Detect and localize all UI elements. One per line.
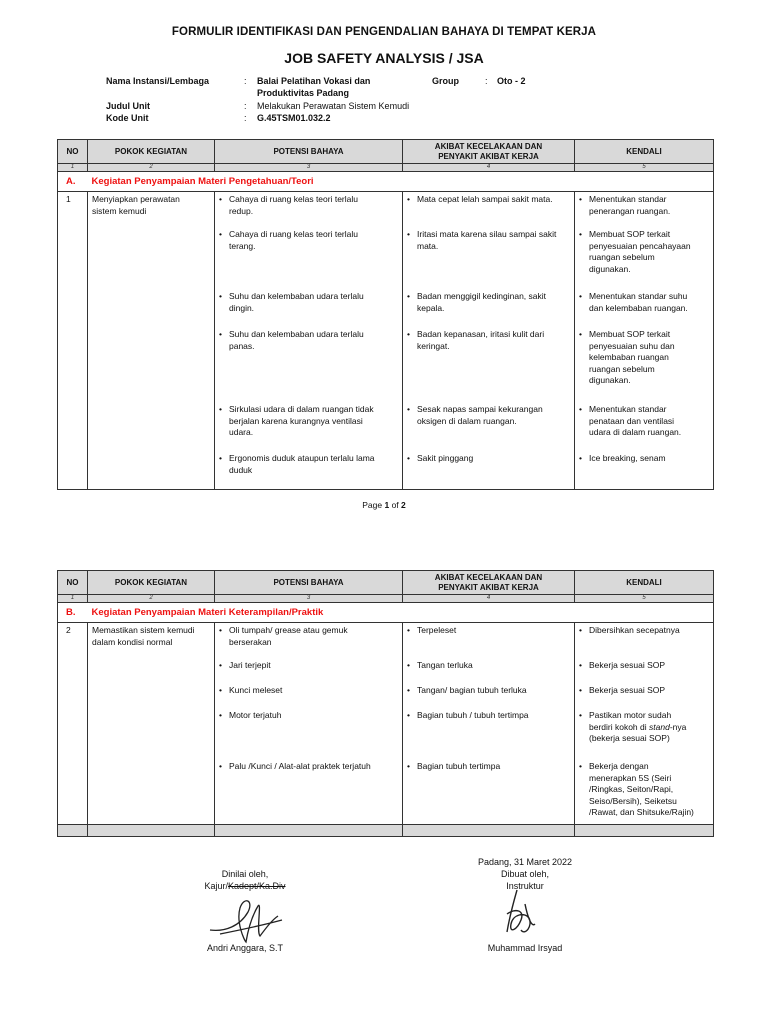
bullet-icon: •: [407, 329, 410, 339]
control-item-line: dan kelembaban ruangan.: [589, 302, 688, 313]
control-item-line: /Rawat, dan Shitsuke/Rajin): [589, 807, 694, 817]
instansi-label: Nama Instansi/Lembaga: [106, 76, 210, 86]
control-item-line: berdiri kokoh di stand-nya: [589, 721, 687, 732]
consequence-item-line: oksigen di dalam ruangan.: [417, 415, 517, 426]
bullet-icon: •: [407, 404, 410, 414]
group-colon: :: [485, 76, 488, 86]
consequence-item-line: Bagian tubuh / tubuh tertimpa: [417, 710, 529, 720]
hazard-item: [219, 404, 399, 439]
hazard-item-line: Cahaya di ruang kelas teori terlalu: [229, 194, 358, 204]
index-cell: 3: [215, 164, 403, 172]
hazard-item-line: Ergonomis duduk ataupun terlalu lama: [229, 453, 375, 463]
hazard-item-line: berjalan karena kurangnya ventilasi: [229, 415, 363, 426]
index-row: [58, 164, 714, 172]
control-item: [579, 453, 710, 465]
header-akibat: [403, 571, 575, 595]
hazard-item-line: duduk: [229, 464, 253, 475]
consequence-item: [407, 453, 571, 465]
hazard-item-text: [219, 660, 399, 672]
judul-label: Judul Unit: [106, 101, 150, 111]
consequence-item-line: keringat.: [417, 340, 450, 351]
control-item-line: Bekerja sesuai SOP: [589, 660, 666, 670]
footer-cell: [403, 825, 575, 837]
consequence-item-line: kepala.: [417, 302, 445, 313]
header-kendali: KENDALI: [575, 571, 714, 595]
assessed-by-label: Dinilai oleh,: [221, 869, 269, 879]
hazard-item: [219, 710, 399, 722]
consequence-item-line: Tangan/ bagian tubuh terluka: [417, 685, 527, 695]
group-label: Group: [432, 76, 459, 86]
section-a-title-cell: [88, 172, 714, 192]
pokok-line: sistem kemudi: [92, 205, 147, 216]
header-akibat-line2: PENYAKIT AKIBAT KERJA: [438, 582, 539, 592]
bullet-icon: •: [407, 685, 410, 695]
index-cell: 5: [575, 595, 714, 603]
header-akibat: [403, 140, 575, 164]
control-item-text: [579, 685, 710, 697]
hazard-item-line: panas.: [229, 340, 255, 351]
pokok-line: Menyiapkan perawatan: [92, 194, 180, 204]
hazard-item-line: Jari terjepit: [229, 660, 271, 670]
consequence-item-text: [407, 194, 571, 206]
bullet-icon: •: [407, 291, 410, 301]
consequence-item: [407, 761, 571, 773]
control-item-line: digunakan.: [589, 375, 631, 385]
hazard-item-text: [219, 453, 399, 476]
page-mid: of: [389, 500, 402, 510]
bullet-icon: •: [407, 194, 410, 204]
judul-value: Melakukan Perawatan Sistem Kemudi: [257, 101, 410, 111]
form-subtitle: JOB SAFETY ANALYSIS / JSA: [284, 50, 484, 66]
control-item-line: Menentukan standar: [589, 194, 667, 204]
header-no: NO: [58, 140, 88, 164]
consequence-item-line: Sesak napas sampai kekurangan: [417, 404, 543, 414]
consequence-item: [407, 625, 571, 637]
bullet-icon: •: [407, 453, 410, 463]
control-item: [579, 660, 710, 672]
control-item-line: kelembaban ruangan: [589, 352, 669, 362]
control-item-line: ruangan sebelum: [589, 363, 655, 374]
control-item-line: penyesuaian pencahayaan: [589, 240, 691, 251]
bullet-icon: •: [219, 229, 222, 239]
bullet-icon: •: [219, 329, 222, 339]
consequence-item-line: Tangan terluka: [417, 660, 473, 670]
index-cell: 1: [58, 595, 88, 603]
bullet-icon: •: [219, 453, 222, 463]
assessor-name: Andri Anggara, S.T: [206, 943, 284, 953]
control-item-line: /Ringkas, Seiton/Rapi,: [589, 784, 674, 794]
control-item-text: [579, 660, 710, 672]
header-akibat-line2: PENYAKIT AKIBAT KERJA: [438, 151, 539, 161]
consequence-item: [407, 685, 571, 697]
hazard-item-line: Kunci meleset: [229, 685, 283, 695]
hazard-item: [219, 229, 399, 252]
control-item-line: udara di dalam ruangan.: [589, 427, 682, 437]
index-cell: 4: [403, 595, 575, 603]
instructor-signature-image: [495, 884, 545, 944]
consequence-item: [407, 660, 571, 672]
page-total: 2: [401, 500, 406, 510]
control-item-line: penerangan ruangan.: [589, 205, 671, 216]
control-item-text: [579, 453, 710, 465]
page-current: 1: [384, 500, 390, 510]
page-number: [0, 500, 768, 510]
hazard-item-line: redup.: [229, 205, 254, 216]
control-item: [579, 710, 710, 745]
control-item-text: [579, 761, 710, 819]
instansi-value-1: Balai Pelatihan Vokasi dan: [257, 76, 371, 86]
control-item-line: digunakan.: [589, 263, 631, 274]
control-item: [579, 761, 710, 819]
row-no-cell: [58, 623, 88, 825]
control-item: [579, 625, 710, 637]
consequence-item-text: [407, 229, 571, 252]
index-cell: 2: [88, 595, 215, 603]
consequence-item: [407, 710, 571, 722]
table-row: [58, 192, 714, 490]
section-b-title: Kegiatan Penyampaian Materi Keterampilan/Praktik: [91, 607, 324, 618]
control-item-line: Seiso/Bersih), Seiketsu: [589, 795, 677, 806]
row-no-cell: [58, 192, 88, 490]
hazard-item-line: Suhu dan kelembaban udara terlalu: [229, 291, 364, 301]
consequence-item-line: Iritasi mata karena silau sampai sakit: [417, 229, 557, 239]
bullet-icon: •: [579, 761, 582, 771]
hazard-item: [219, 194, 399, 217]
control-item-line: Membuat SOP terkait: [589, 229, 671, 239]
bullet-icon: •: [579, 710, 582, 720]
consequence-item: [407, 404, 571, 427]
instructor-role: Instruktur: [506, 881, 544, 891]
hazard-item-line: Oli tumpah/ grease atau gemuk: [229, 625, 348, 635]
header-potensi: POTENSI BAHAYA: [215, 571, 403, 595]
consequence-item-line: Badan menggigil kedinginan, sakit: [417, 291, 547, 301]
hazard-item: [219, 761, 399, 773]
footer-cell: [575, 825, 714, 837]
hazard-item-text: [219, 685, 399, 697]
signature-date: Padang, 31 Maret 2022: [477, 857, 573, 867]
control-item-line: ruangan sebelum: [589, 252, 655, 262]
akibat-cell: [403, 192, 575, 490]
control-item-line: Pastikan motor sudah: [589, 710, 672, 720]
bullet-icon: •: [579, 404, 582, 414]
bullet-icon: •: [579, 453, 582, 463]
row-no: 2: [66, 625, 71, 635]
assessor-signature-image: [200, 890, 290, 950]
consequence-item-line: mata.: [417, 240, 439, 251]
control-item-text: [579, 194, 710, 217]
made-by-label: Dibuat oleh,: [500, 869, 550, 879]
section-a-title: Kegiatan Penyampaian Materi Pengetahuan/Teori: [91, 176, 314, 187]
header-pokok: POKOK KEGIATAN: [88, 140, 215, 164]
kendali-cell: [575, 623, 714, 825]
consequence-item-text: [407, 404, 571, 427]
pokok-line: dalam kondisi normal: [92, 636, 173, 647]
consequence-item-line: Badan kepanasan, iritasi kulit dari: [417, 329, 545, 339]
control-item-line: Ice breaking, senam: [589, 453, 666, 463]
control-item-line: menerapkan 5S (Seiri: [589, 772, 672, 783]
table-row: [58, 623, 714, 825]
consequence-item-line: Sakit pinggang: [417, 453, 474, 463]
hazard-item-text: [219, 329, 399, 352]
hazard-item-line: udara.: [229, 427, 254, 437]
page-prefix: Page: [362, 500, 385, 510]
hazard-item-text: [219, 229, 399, 252]
bullet-icon: •: [219, 194, 222, 204]
hazard-item-line: dingin.: [229, 302, 255, 313]
hazard-item-line: Cahaya di ruang kelas teori terlalu: [229, 229, 358, 239]
header-pokok: POKOK KEGIATAN: [88, 571, 215, 595]
section-b-title-cell: [88, 603, 714, 623]
consequence-item-line: Terpeleset: [417, 625, 457, 635]
control-item-text: [579, 404, 710, 439]
control-item-text: [579, 291, 710, 314]
instructor-name: Muhammad Irsyad: [487, 943, 563, 953]
section-b-letter: B.: [66, 607, 76, 618]
bullet-icon: •: [579, 625, 582, 635]
table-header-row: [58, 571, 714, 595]
potensi-cell: [215, 192, 403, 490]
control-item-text: [579, 710, 710, 745]
hazard-item-line: Suhu dan kelembaban udara terlalu: [229, 329, 364, 339]
control-item-text: [579, 625, 710, 637]
header-no: NO: [58, 571, 88, 595]
control-item-line: Membuat SOP terkait: [589, 329, 671, 339]
section-b-letter-cell: [58, 603, 88, 623]
hazard-item-line: Motor terjatuh: [229, 710, 282, 720]
consequence-item: [407, 291, 571, 314]
pokok-cell: [88, 192, 215, 490]
akibat-cell: [403, 623, 575, 825]
form-title: FORMULIR IDENTIFIKASI DAN PENGENDALIAN BAHAYA DI TEMPAT KERJA: [171, 26, 597, 38]
control-item-line: Bekerja dengan: [589, 761, 649, 771]
control-item-line: Bekerja sesuai SOP: [589, 685, 666, 695]
jsa-table-section-b: [57, 570, 714, 837]
judul-colon: :: [244, 101, 247, 111]
kode-label: Kode Unit: [106, 113, 149, 123]
consequence-item: [407, 194, 571, 206]
control-item: [579, 291, 710, 314]
bullet-icon: •: [407, 660, 410, 670]
index-cell: 3: [215, 595, 403, 603]
index-cell: 5: [575, 164, 714, 172]
hazard-item: [219, 685, 399, 697]
kode-colon: :: [244, 113, 247, 123]
potensi-cell: [215, 623, 403, 825]
control-item: [579, 329, 710, 387]
consequence-item-text: [407, 329, 571, 352]
assessor-role-struck: Kadept/Ka.Div: [227, 881, 286, 891]
bullet-icon: •: [579, 329, 582, 339]
bullet-icon: •: [579, 685, 582, 695]
bullet-icon: •: [219, 660, 222, 670]
section-b-row: [58, 603, 714, 623]
hazard-item: [219, 660, 399, 672]
bullet-icon: •: [407, 761, 410, 771]
consequence-item-line: Mata cepat lelah sampai sakit mata.: [417, 194, 553, 204]
bullet-icon: •: [219, 291, 222, 301]
hazard-item-line: terang.: [229, 240, 256, 251]
bullet-icon: •: [579, 660, 582, 670]
hazard-item: [219, 453, 399, 476]
header-akibat-line1: AKIBAT KECELAKAAN DAN: [434, 141, 543, 151]
header-potensi: POTENSI BAHAYA: [215, 140, 403, 164]
control-item: [579, 404, 710, 439]
kode-value: G.45TSM01.032.2: [257, 113, 331, 123]
header-kendali: KENDALI: [575, 140, 714, 164]
row-no: 1: [66, 194, 71, 204]
hazard-item: [219, 625, 399, 648]
hazard-item-text: [219, 404, 399, 439]
index-cell: 2: [88, 164, 215, 172]
bullet-icon: •: [407, 229, 410, 239]
control-item: [579, 229, 710, 275]
table-header-row: [58, 140, 714, 164]
control-item-line: Menentukan standar suhu: [589, 291, 688, 301]
bullet-icon: •: [219, 710, 222, 720]
section-a-letter: A.: [66, 176, 76, 187]
footer-cell: [88, 825, 215, 837]
bullet-icon: •: [219, 404, 222, 414]
control-item-line: penataan dan ventilasi: [589, 415, 675, 426]
bullet-icon: •: [407, 710, 410, 720]
assessor-role-prefix: Kajur/: [204, 881, 228, 891]
bullet-icon: •: [219, 761, 222, 771]
bullet-icon: •: [579, 229, 582, 239]
bullet-icon: •: [219, 625, 222, 635]
consequence-item-text: [407, 660, 571, 672]
hazard-item: [219, 291, 399, 314]
bullet-icon: •: [579, 291, 582, 301]
footer-cell: [215, 825, 403, 837]
control-item-line: (bekerja sesuai SOP): [589, 733, 670, 743]
control-item-line: penyesuaian suhu dan: [589, 340, 675, 351]
index-row: [58, 595, 714, 603]
instansi-colon: :: [244, 76, 247, 86]
section-a-letter-cell: [58, 172, 88, 192]
hazard-item-text: [219, 761, 399, 773]
consequence-item-text: [407, 685, 571, 697]
hazard-item-line: berserakan: [229, 636, 272, 647]
consequence-item-text: [407, 625, 571, 637]
section-a-row: [58, 172, 714, 192]
consequence-item-text: [407, 761, 571, 773]
bullet-icon: •: [579, 194, 582, 204]
hazard-item-line: Palu /Kunci / Alat-alat praktek terjatuh: [229, 761, 371, 771]
hazard-item-text: [219, 710, 399, 722]
header-akibat-line1: AKIBAT KECELAKAAN DAN: [434, 572, 543, 582]
hazard-item: [219, 329, 399, 352]
consequence-item-line: Bagian tubuh tertimpa: [417, 761, 501, 771]
hazard-item-text: [219, 194, 399, 217]
index-cell: 1: [58, 164, 88, 172]
consequence-item-text: [407, 710, 571, 722]
consequence-item: [407, 329, 571, 352]
hazard-item-line: Sirkulasi udara di dalam ruangan tidak: [229, 404, 374, 414]
control-item: [579, 685, 710, 697]
consequence-item-text: [407, 291, 571, 314]
footer-cell: [58, 825, 88, 837]
pokok-line: Memastikan sistem kemudi: [92, 625, 195, 635]
bullet-icon: •: [407, 625, 410, 635]
jsa-table-section-a: [57, 139, 714, 490]
pokok-cell: [88, 623, 215, 825]
control-item-line: Menentukan standar: [589, 404, 667, 414]
bullet-icon: •: [219, 685, 222, 695]
control-item-text: [579, 329, 710, 387]
kendali-cell: [575, 192, 714, 490]
control-item-text: [579, 229, 710, 275]
pokok-text: [92, 194, 211, 217]
footer-row: [58, 825, 714, 837]
hazard-item-text: [219, 625, 399, 648]
hazard-item-text: [219, 291, 399, 314]
control-item-line: Dibersihkan secepatnya: [589, 625, 680, 635]
index-cell: 4: [403, 164, 575, 172]
consequence-item: [407, 229, 571, 252]
consequence-item-text: [407, 453, 571, 465]
control-item: [579, 194, 710, 217]
pokok-text: [92, 625, 211, 648]
group-value: Oto - 2: [497, 76, 526, 86]
instansi-value-2: Produktivitas Padang: [257, 88, 350, 98]
